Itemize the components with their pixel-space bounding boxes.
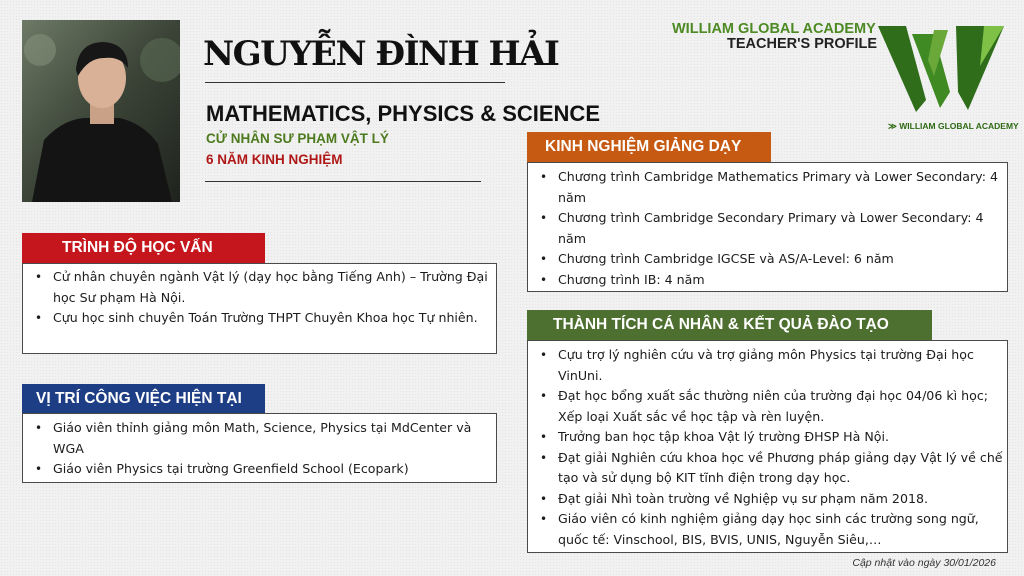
list-item: • Chương trình Cambridge IGCSE và AS/A-Level: 6 năm — [528, 249, 1007, 270]
arrow-icon: ≫ — [888, 121, 900, 131]
position-box — [22, 413, 497, 483]
updated-date: Cập nhật vào ngày 30/01/2026 — [852, 557, 996, 569]
profile-label: TEACHER'S PROFILE — [727, 36, 878, 52]
teacher-name: NGUYỄN ĐÌNH HẢI — [203, 34, 559, 74]
position-header: VỊ TRÍ CÔNG VIỆC HIỆN TẠI — [22, 384, 265, 414]
education-header: TRÌNH ĐỘ HỌC VẤN — [22, 233, 265, 263]
experience-box — [527, 162, 1008, 292]
list-item: • Trưởng ban học tập khoa Vật lý trường ĐHSP Hà Nội. — [528, 427, 1007, 448]
list-item: • Chương trình IB: 4 năm — [528, 270, 1007, 291]
experience-years-label: 6 NĂM KINH NGHIỆM — [206, 152, 343, 167]
subject-title: MATHEMATICS, PHYSICS & SCIENCE — [206, 101, 600, 126]
achievements-header: THÀNH TÍCH CÁ NHÂN & KẾT QUẢ ĐÀO TẠO — [527, 310, 932, 340]
list-item: • Đạt giải Nhì toàn trường về Nghiệp vụ sư phạm năm 2018. — [528, 489, 1007, 510]
academy-name: WILLIAM GLOBAL ACADEMY — [672, 21, 876, 37]
experience-header: KINH NGHIỆM GIẢNG DẠY — [527, 132, 771, 162]
logo-tagline-text: WILLIAM GLOBAL ACADEMY — [899, 121, 1019, 131]
list-item: • Chương trình Cambridge Mathematics Primary và Lower Secondary: 4 năm — [528, 167, 1007, 208]
list-item: • Giáo viên Physics tại trường Greenfield School (Ecopark) — [23, 459, 496, 480]
list-item: • Giáo viên có kinh nghiệm giảng dạy học sinh các trường song ngữ, quốc tế: Vinschool, BIS, BVIS, UNIS, Nguyễn Siêu,… — [528, 509, 1007, 550]
list-item: • Cựu học sinh chuyên Toán Trường THPT Chuyên Khoa học Tự nhiên. — [23, 308, 496, 329]
teacher-photo — [22, 20, 180, 202]
list-item: • Cựu trợ lý nghiên cứu và trợ giảng môn Physics tại trường Đại học VinUni. — [528, 345, 1007, 386]
list-item: • Đạt giải Nghiên cứu khoa học về Phương pháp giảng dạy Vật lý về chế tạo và sử dụng bộ KIT tĩnh điện trong dạy học. — [528, 448, 1007, 489]
education-box — [22, 263, 497, 354]
academy-logo — [876, 20, 1006, 116]
achievements-box — [527, 340, 1008, 553]
list-item: • Đạt học bổng xuất sắc thường niên của trường đại học 04/06 kì học; Xếp loại Xuất sắc về học tập và rèn luyện. — [528, 386, 1007, 427]
list-item: • Chương trình Cambridge Secondary Primary và Lower Secondary: 4 năm — [528, 208, 1007, 249]
list-item: • Cử nhân chuyên ngành Vật lý (dạy học bằng Tiếng Anh) – Trường Đại học Sư phạm Hà Nội. — [23, 267, 496, 308]
divider — [205, 181, 481, 182]
divider — [205, 82, 505, 83]
logo-tagline — [888, 121, 1019, 132]
list-item: • Giáo viên thỉnh giảng môn Math, Science, Physics tại MdCenter và WGA — [23, 418, 496, 459]
degree-label: CỬ NHÂN SƯ PHẠM VẬT LÝ — [206, 131, 389, 146]
